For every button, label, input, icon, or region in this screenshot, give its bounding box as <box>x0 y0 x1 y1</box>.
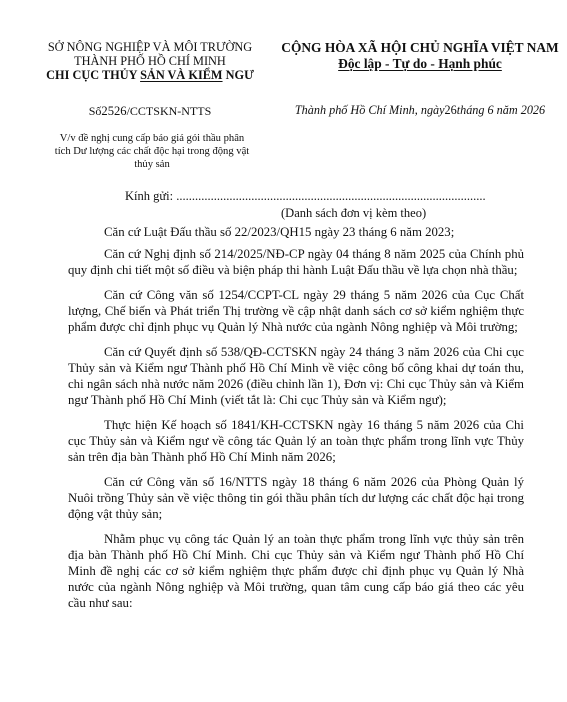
agency-line-2: THÀNH PHỐ HỒ CHÍ MINH <box>74 54 226 68</box>
body-paragraph-1: Căn cứ Luật Đấu thầu số 22/2023/QH15 ngày 23 tháng 6 năm 2023; <box>104 225 455 239</box>
document-number-value: 2526 <box>101 104 127 118</box>
agency-name-part-3: NGƯ <box>222 68 254 82</box>
issuing-agency-block <box>30 40 270 82</box>
recipient-line: Kính gửi: ................................................................................................... <box>125 189 486 203</box>
body-paragraph-2: Căn cứ Nghị định số 214/2025/NĐ-CP ngày 04 tháng 8 năm 2025 của Chính phủ quy định chi tiết một số điều và biện pháp thi hành Luật Đấu thầu về lựa chọn nhà thầu; <box>68 247 524 277</box>
body-paragraph-4: Căn cứ Quyết định số 538/QĐ-CCTSKN ngày 24 tháng 3 năm 2026 của Chi cục Thủy sản và Kiểm ngư Thành phố Hồ Chí Minh về việc công bố công khai dự toán thu, chi ngân sách nhà nước năm 2026 (điều chỉnh lần 1), Đơn vị: Chi cục Thủy sản và Kiểm ngư Thành phố Hồ Chí Minh (viết tắt là: Chi cục Thủy sản và Kiểm ngư); <box>68 345 524 407</box>
body-paragraph-7: Nhằm phục vụ công tác Quản lý an toàn thực phẩm trong lĩnh vực thủy sản trên địa bàn Thành phố Hồ Chí Minh. Chi cục Thủy sản và Kiểm ngư Thành phố Hồ Chí Minh đề nghị các cơ sở kiểm nghiệm thực phẩm được chỉ định phục vụ Quản lý Nhà nước của ngành Nông nghiệp và Môi trường, quan tâm cung cấp báo giá theo các yêu cầu như sau: <box>68 532 524 610</box>
agency-line-1: SỞ NÔNG NGHIỆP VÀ MÔI TRƯỜNG <box>47 40 253 54</box>
agency-name-part-2: SẢN VÀ KIỂM <box>140 68 223 82</box>
agency-name-part-1: CHI CỤC THỦY <box>46 68 141 82</box>
recipient-note: (Danh sách đơn vị kèm theo) <box>281 206 427 220</box>
body-paragraph-5: Thực hiện Kế hoạch số 1841/KH-CCTSKN ngày 16 tháng 5 năm 2026 của Chi cục Thủy sản và Kiểm ngư về công tác Quản lý an toàn thực phẩm trong lĩnh vực Thủy sản trên địa bàn Thành phố Hồ Chí Minh năm 2026; <box>68 418 524 464</box>
body-paragraph-3: Căn cứ Công văn số 1254/CCPT-CL ngày 29 tháng 5 năm 2026 của Cục Chất lượng, Chế biến và Phát triển Thị trường về cập nhật danh sách cơ sở kiểm nghiệm thực phẩm được chỉ định phục vụ Quản lý Nhà nước của ngành Nông nghiệp và Môi trường; <box>68 288 524 334</box>
body-paragraph-6: Căn cứ Công văn số 16/NTTS ngày 18 tháng 6 năm 2026 của Phòng Quản lý Nuôi trồng Thủy sản về việc thông tin gói thầu phân tích dư lượng các chất độc hại trong động vật thủy sản; <box>68 475 524 521</box>
document-subject: V/v đề nghị cung cấp báo giá gói thầu phân tích Dư lượng các chất độc hại trong động vật thủy sản <box>54 133 250 170</box>
national-header-block <box>280 40 560 72</box>
document-number <box>30 104 270 119</box>
date-day: 26 <box>444 103 457 117</box>
document-number-suffix: /CCTSKN-NTTS <box>126 104 212 118</box>
document-body <box>68 224 524 620</box>
place-and-date <box>280 103 560 118</box>
national-motto: Độc lập - Tự do - Hạnh phúc <box>338 56 502 71</box>
agency-name <box>30 68 270 82</box>
place-date-rest: tháng 6 năm 2026 <box>456 103 546 117</box>
place-date-prefix: Thành phố Hồ Chí Minh, ngày <box>294 103 445 117</box>
document-number-prefix: Số <box>88 104 102 118</box>
national-title: CỘNG HÒA XÃ HỘI CHỦ NGHĨA VIỆT NAM <box>281 40 559 55</box>
